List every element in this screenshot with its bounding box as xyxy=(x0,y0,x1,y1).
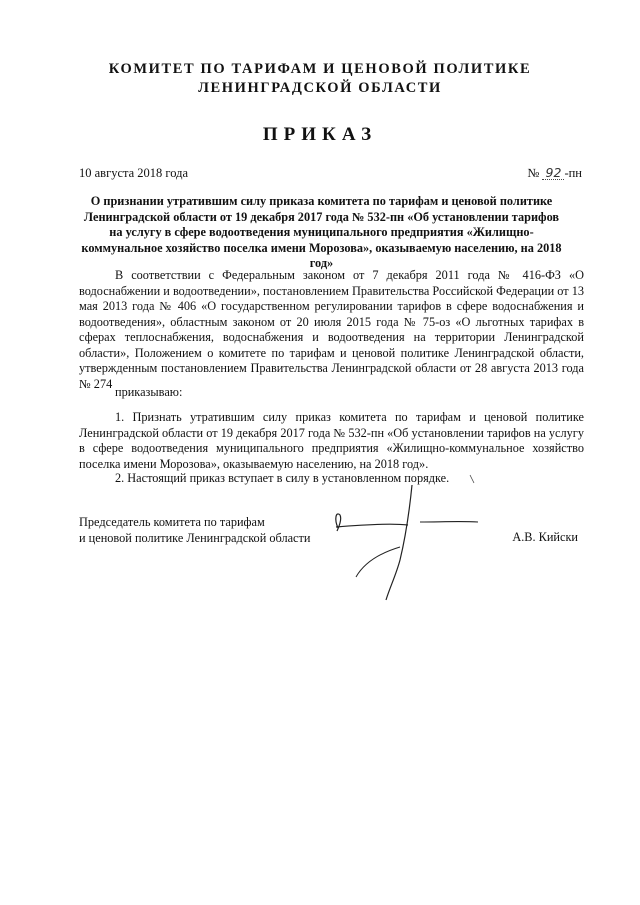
number-suffix: -пн xyxy=(564,166,582,180)
document-subject: О признании утратившим силу приказа комитета по тарифам и ценовой политике Ленинградской области от 19 декабря 2017 года № 532-пн «Об установлении тарифов на услугу в сфере водоотведения муниципального предприятия «Жилищно-коммунальное хозяйство поселка имени Морозова», оказываемую населению, на 2018 год» xyxy=(81,194,562,270)
document-number xyxy=(527,166,582,181)
order-item-1: 1. Признать утратившим силу приказ комитета по тарифам и ценовой политике Ленинградской области от 19 декабря 2017 года № 532-пн «Об установлении тарифов на услугу в сфере водоотведения муниципального предприятия «Жилищно-коммунальное хозяйство поселка имени Морозова», оказываемую населению, на 2018 год». xyxy=(79,410,584,471)
org-line-1: КОМИТЕТ ПО ТАРИФАМ И ЦЕНОВОЙ ПОЛИТИКЕ xyxy=(108,61,532,77)
org-line-2: ЛЕНИНГРАДСКОЙ ОБЛАСТИ xyxy=(198,80,442,96)
handwritten-signature xyxy=(320,465,490,605)
number-prefix: № xyxy=(527,166,540,180)
number-value: 92 xyxy=(542,167,564,180)
signatory-position-line-2: и ценовой политике Ленинградской области xyxy=(79,531,311,545)
signatory-position xyxy=(79,514,310,546)
document-date: 10 августа 2018 года xyxy=(79,166,189,180)
document-title: ПРИКАЗ xyxy=(262,124,378,145)
signatory-name: А.В. Кийски xyxy=(512,530,578,544)
order-item-2: 2. Настоящий приказ вступает в силу в установленном порядке. xyxy=(115,471,450,485)
order-word: приказываю: xyxy=(115,385,183,399)
preamble-paragraph: В соответствии с Федеральным законом от 7 декабря 2011 года № 416-ФЗ «О водоснабжении и водоотведении», постановлением Правительства Российской Федерации от 13 мая 2013 года № 406 «О государственном регулировании тарифов в сфере водоснабжения и водоотведения», областным законом от 20 июля 2015 года № 75-оз «О льготных тарифах в сферах теплоснабжения, водоснабжения и водоотведения на территории Ленинградской области», Положением о комитете по тарифам и ценовой политике Ленинградской области, утвержденным постановлением Правительства Ленинградской области от 28 августа 2013 года № 274 xyxy=(79,268,584,391)
signatory-position-line-1: Председатель комитета по тарифам xyxy=(79,515,265,529)
organization-header xyxy=(0,60,640,98)
